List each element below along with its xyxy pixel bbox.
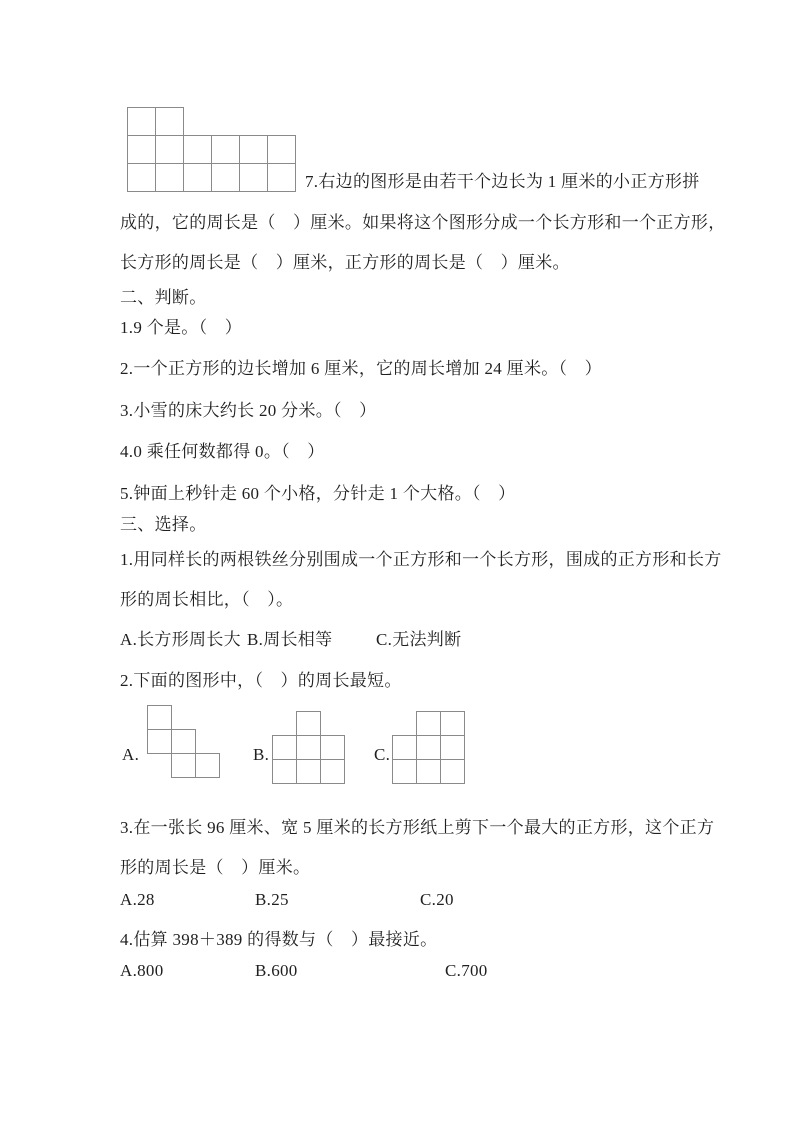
section-choice-title: 三、选择。	[120, 515, 207, 534]
choice-q1-option-c: C.无法判断	[376, 630, 462, 649]
choice-q4-stem: 4.估算 398＋389 的得数与（ ）最接近。	[120, 930, 438, 949]
choice-q3-option-a: A.28	[120, 890, 155, 909]
choice-q4-option-c: C.700	[445, 961, 488, 980]
q7-line-1: 7.右边的图形是由若干个边长为 1 厘米的小正方形拼	[305, 172, 700, 191]
q7-line-3: 长方形的周长是（ ）厘米，正方形的周长是（ ）厘米。	[120, 253, 570, 272]
q7-line-2: 成的，它的周长是（ ）厘米。如果将这个图形分成一个长方形和一个正方形，	[120, 213, 726, 232]
choice-q1-option-b: B.周长相等	[247, 630, 333, 649]
section-judge-title: 二、判断。	[120, 288, 207, 307]
judge-item-2: 2.一个正方形的边长增加 6 厘米，它的周长增加 24 厘米。（ ）	[120, 359, 602, 378]
choice-q2-stem: 2.下面的图形中，（ ）的周长最短。	[120, 671, 402, 690]
choice-q1-option-a: A.长方形周长大	[120, 630, 241, 649]
judge-item-4: 4.0 乘任何数都得 0。（ ）	[120, 442, 325, 461]
choice-q3-line-1: 3.在一张长 96 厘米、宽 5 厘米的长方形纸上剪下一个最大的正方形，这个正方	[120, 818, 715, 837]
judge-item-3: 3.小雪的床大约长 20 分米。（ ）	[120, 401, 377, 420]
choice-q2-label-b: B.	[253, 745, 270, 764]
choice-q2-label-c: C.	[374, 745, 391, 764]
choice-q4-option-b: B.600	[255, 961, 298, 980]
choice-q2-label-a: A.	[122, 745, 140, 764]
choice-q1-line-2: 形的周长相比，（ ）。	[120, 590, 294, 609]
choice-q3-line-2: 形的周长是（ ）厘米。	[120, 858, 311, 877]
choice-q3-option-b: B.25	[255, 890, 289, 909]
choice-q1-line-1: 1.用同样长的两根铁丝分别围成一个正方形和一个长方形，围成的正方形和长方	[120, 550, 722, 569]
judge-item-1: 1.9 个是。（ ）	[120, 318, 242, 337]
choice-q3-option-c: C.20	[420, 890, 454, 909]
choice-q4-option-a: A.800	[120, 961, 164, 980]
judge-item-5: 5.钟面上秒针走 60 个小格，分针走 1 个大格。（ ）	[120, 484, 516, 503]
